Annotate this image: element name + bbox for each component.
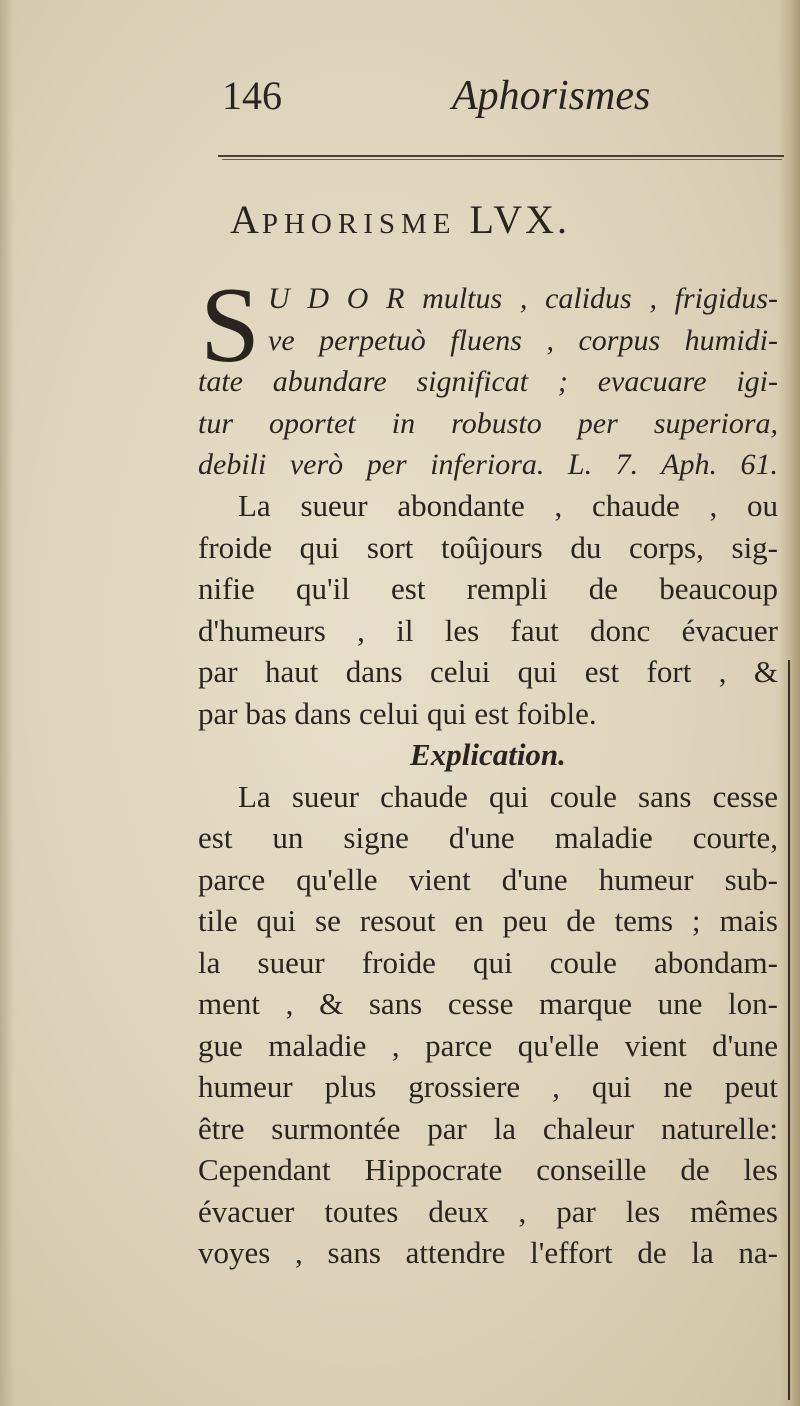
aphorism-heading bbox=[0, 196, 800, 243]
explication-line: gue maladie , parce qu'elle vient d'une bbox=[198, 1027, 778, 1063]
french-translation bbox=[198, 485, 778, 734]
binding-edge bbox=[788, 660, 790, 1400]
explication-line: évacuer toutes deux , par les mêmes bbox=[198, 1193, 778, 1229]
explication-line: la sueur froide qui coule abondam- bbox=[198, 944, 778, 980]
explication-line: tile qui se resout en peu de tems ; mais bbox=[198, 903, 778, 938]
translation-line: nifie qu'il est rempli de beaucoup bbox=[198, 571, 778, 606]
explication-section bbox=[198, 734, 778, 1274]
translation-line: par haut dans celui qui est fort , & bbox=[198, 654, 778, 689]
latin-line: tur oportet in robusto per superiora, bbox=[198, 406, 778, 440]
latin-line: debili verò per inferiora. L. 7. Aph. 61. bbox=[198, 448, 778, 481]
translation-line: La sueur abondante , chaude , ou bbox=[238, 488, 778, 523]
latin-line: tate abundare significat ; evacuare igi- bbox=[198, 365, 778, 398]
explication-line: humeur plus grossiere , qui ne peut bbox=[198, 1069, 778, 1104]
translation-line: froide qui sort toûjours du corps, sig- bbox=[198, 529, 778, 565]
running-head bbox=[0, 72, 800, 132]
latin-line: ve perpetuò fluens , corpus humidi- bbox=[268, 323, 778, 357]
explication-line: Cependant Hippocrate conseille de les bbox=[198, 1152, 778, 1187]
heading-numeral: LVX. bbox=[469, 197, 571, 242]
explication-line: voyes , sans attendre l'effort de la na- bbox=[198, 1235, 778, 1270]
translation-line: d'humeurs , il les faut donc évacuer bbox=[198, 612, 778, 648]
explication-line: parce qu'elle vient d'une humeur sub- bbox=[198, 861, 778, 897]
explication-title: Explication. bbox=[410, 737, 566, 772]
header-rule bbox=[218, 155, 784, 157]
page-number: 146 bbox=[222, 73, 282, 118]
heading-initial: A bbox=[229, 197, 262, 242]
latin-line: U D O R multus , calidus , frigidus- bbox=[268, 282, 778, 315]
explication-line: est un signe d'une maladie courte, bbox=[198, 820, 778, 855]
running-title: Aphorismes bbox=[452, 73, 651, 119]
header-rule-thin bbox=[222, 159, 782, 160]
explication-line: ment , & sans cesse marque une lon- bbox=[198, 986, 778, 1021]
explication-line: La sueur chaude qui coule sans cesse bbox=[238, 778, 778, 814]
translation-line: par bas dans celui qui est foible. bbox=[198, 695, 597, 731]
heading-small-caps: PHORISME bbox=[261, 208, 457, 240]
explication-line: être surmontée par la chaleur naturelle: bbox=[198, 1110, 778, 1146]
drop-cap: S bbox=[200, 266, 261, 385]
latin-aphorism bbox=[198, 278, 778, 486]
